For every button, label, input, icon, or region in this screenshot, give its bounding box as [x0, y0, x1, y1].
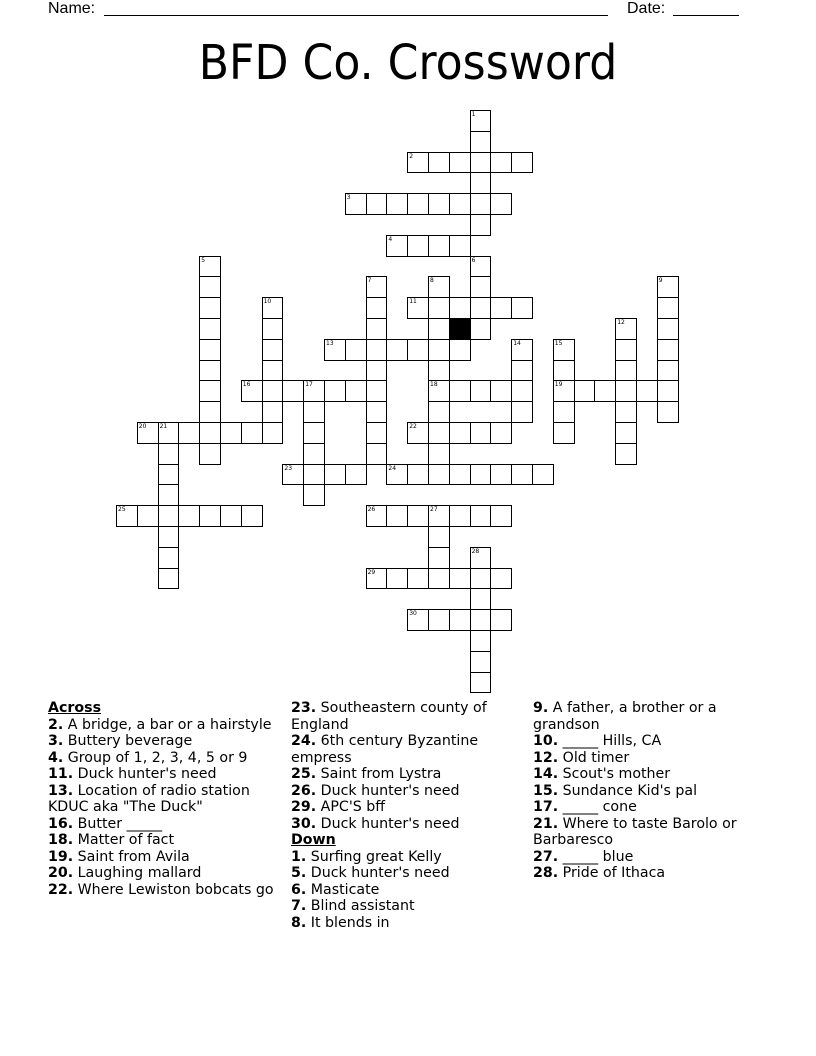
clue-number: 13.: [48, 782, 74, 799]
clue-number: 12.: [533, 749, 559, 766]
grid-cell[interactable]: [407, 422, 429, 444]
grid-cell[interactable]: [241, 505, 263, 527]
down-heading: Down: [291, 832, 336, 848]
grid-cell[interactable]: [366, 443, 388, 465]
clue-number: 21.: [533, 815, 559, 832]
clue-across-20: [48, 865, 280, 882]
cell-number: 14: [513, 339, 521, 347]
clue-text: APC'S bff: [320, 799, 386, 815]
clue-text: It blends in: [310, 914, 390, 931]
cell-number: 6: [471, 256, 476, 264]
clue-number: 7.: [291, 898, 307, 914]
clue-number: 20.: [48, 865, 74, 881]
cell-number: 12: [617, 319, 625, 326]
cell-number: 26: [367, 506, 376, 514]
grid-cell[interactable]: [158, 505, 180, 527]
clue-text: Group of 1, 2, 3, 4, 5 or 9: [67, 749, 248, 766]
cell-number: 28: [471, 547, 480, 555]
cell-number: 11: [409, 298, 417, 306]
clue-number: 28.: [533, 865, 559, 881]
clue-down-12: [533, 750, 773, 767]
grid-cell[interactable]: [511, 380, 533, 402]
grid-cell[interactable]: [657, 360, 679, 382]
grid-cell[interactable]: [386, 193, 408, 215]
grid-cell[interactable]: [158, 526, 180, 548]
grid-cell[interactable]: [449, 609, 471, 631]
date-label: Date:: [627, 0, 666, 17]
grid-cell[interactable]: [532, 464, 554, 486]
grid-cell[interactable]: [449, 422, 471, 444]
grid-cell[interactable]: [449, 193, 471, 215]
clue-across-18: [48, 832, 280, 849]
clue-across-25: [291, 766, 523, 783]
grid-cell[interactable]: [366, 505, 388, 527]
clue-down-14: [533, 766, 773, 783]
grid-cell[interactable]: [199, 339, 221, 361]
clue-down-6: [291, 882, 523, 899]
clue-number: 3.: [48, 733, 64, 749]
grid-cell[interactable]: [428, 152, 450, 174]
grid-cell[interactable]: [449, 235, 471, 257]
grid-cell[interactable]: [220, 505, 242, 527]
grid-cell[interactable]: [178, 422, 200, 444]
grid-cell[interactable]: [553, 422, 575, 444]
grid-cell[interactable]: [199, 297, 221, 319]
grid-cell[interactable]: [241, 380, 263, 402]
grid-cell[interactable]: [407, 568, 429, 590]
grid-cell[interactable]: [199, 318, 221, 340]
grid-cell[interactable]: [553, 401, 575, 423]
grid-cell[interactable]: [407, 297, 429, 319]
grid-cell[interactable]: [574, 380, 596, 402]
cell-number: 13: [326, 339, 334, 347]
grid-cell[interactable]: [220, 422, 242, 444]
clues-column-2: [291, 700, 523, 931]
grid-cell[interactable]: [366, 318, 388, 340]
clue-across-29: [291, 799, 523, 816]
clue-number: 24.: [291, 733, 317, 749]
grid-cell[interactable]: [407, 609, 429, 631]
grid-cell[interactable]: [428, 526, 450, 548]
clue-number: 18.: [48, 832, 74, 848]
grid-cell[interactable]: [262, 297, 284, 319]
grid-cell[interactable]: [137, 505, 159, 527]
clue-number: 26.: [291, 782, 317, 799]
cell-number: 23: [284, 464, 293, 472]
clue-number: 15.: [533, 782, 559, 799]
grid-cell[interactable]: [366, 297, 388, 319]
clue-number: 22.: [48, 881, 74, 898]
grid-cell[interactable]: [199, 443, 221, 465]
clue-text: _____ blue: [562, 848, 634, 865]
clue-down-15: [533, 783, 773, 800]
clue-text: Where Lewiston bobcats go: [77, 881, 274, 898]
grid-cell[interactable]: [178, 505, 200, 527]
cell-number: 20: [138, 423, 147, 430]
clue-across-22: [48, 882, 280, 899]
grid-cell[interactable]: [345, 193, 367, 215]
grid-cell[interactable]: [470, 297, 492, 319]
clue-text: 6th century Byzantine empress: [291, 733, 479, 766]
grid-cell[interactable]: [428, 235, 450, 257]
grid-cell[interactable]: [449, 505, 471, 527]
grid-cell[interactable]: [449, 464, 471, 486]
grid-cell[interactable]: [324, 464, 346, 486]
grid-cell[interactable]: [345, 380, 367, 402]
cell-number: 8: [430, 277, 434, 285]
grid-cell[interactable]: [407, 235, 429, 257]
clue-number: 16.: [48, 815, 74, 832]
cell-number: 2: [409, 152, 414, 160]
grid-cell[interactable]: [158, 422, 180, 444]
grid-cell[interactable]: [470, 609, 492, 631]
grid-cell[interactable]: [366, 422, 388, 444]
clue-text: Masticate: [310, 881, 380, 898]
cell-number: 25: [118, 506, 126, 514]
grid-cell[interactable]: [158, 547, 180, 569]
clue-number: 25.: [291, 766, 317, 782]
cell-number: 10: [263, 298, 272, 306]
grid-cell[interactable]: [282, 464, 304, 486]
clue-across-16: [48, 816, 280, 833]
grid-cell[interactable]: [490, 380, 512, 402]
clue-text: Pride of Ithaca: [562, 865, 666, 881]
grid-cell[interactable]: [615, 339, 637, 361]
grid-cell[interactable]: [345, 464, 367, 486]
cell-number: 3: [346, 194, 351, 202]
clue-number: 4.: [48, 749, 64, 766]
grid-cell[interactable]: [615, 443, 637, 465]
grid-cell[interactable]: [428, 609, 450, 631]
grid-cell[interactable]: [199, 276, 221, 298]
grid-cell[interactable]: [449, 297, 471, 319]
cell-number: 29: [367, 568, 376, 576]
grid-cell[interactable]: [428, 193, 450, 215]
grid-cell[interactable]: [407, 505, 429, 527]
clue-down-9: [533, 700, 773, 733]
clue-across-3: [48, 733, 280, 750]
cell-number: 22: [409, 423, 417, 430]
grid-cell[interactable]: [470, 505, 492, 527]
clue-down-28: [533, 865, 773, 882]
grid-cell[interactable]: [470, 214, 492, 236]
grid-cell[interactable]: [428, 422, 450, 444]
clue-number: 30.: [291, 815, 317, 832]
grid-cell[interactable]: [428, 380, 450, 402]
grid-cell[interactable]: [615, 380, 637, 402]
grid-cell[interactable]: [470, 630, 492, 652]
grid-cell[interactable]: [366, 360, 388, 382]
grid-cell[interactable]: [428, 276, 450, 298]
clue-text: Southeastern county of England: [291, 700, 487, 733]
grid-cell[interactable]: [282, 380, 304, 402]
clue-text: Blind assistant: [310, 898, 415, 914]
grid-cell[interactable]: [657, 339, 679, 361]
clue-text: Scout's mother: [562, 766, 671, 782]
clues-column-3: [533, 700, 773, 882]
grid-cell[interactable]: [262, 380, 284, 402]
grid-cell[interactable]: [262, 401, 284, 423]
grid-cell[interactable]: [116, 505, 138, 527]
clue-down-8: [291, 915, 523, 932]
grid-cell[interactable]: [490, 422, 512, 444]
grid-cell[interactable]: [511, 464, 533, 486]
cell-number: 21: [159, 423, 168, 430]
clue-text: Laughing mallard: [77, 865, 202, 881]
grid-cell[interactable]: [303, 380, 325, 402]
grid-cell[interactable]: [594, 380, 616, 402]
clue-number: 1.: [291, 848, 307, 865]
grid-cell[interactable]: [470, 422, 492, 444]
grid-cell[interactable]: [158, 443, 180, 465]
cell-number: 17: [305, 381, 313, 389]
clue-number: 2.: [48, 716, 64, 733]
grid-cell[interactable]: [345, 339, 367, 361]
grid-cell[interactable]: [553, 380, 575, 402]
clue-text: Location of radio station KDUC aka "The Duck": [48, 782, 250, 815]
clue-text: Matter of fact: [77, 832, 175, 848]
clue-across-11: [48, 766, 280, 783]
grid-cell[interactable]: [470, 318, 492, 340]
grid-cell[interactable]: [199, 380, 221, 402]
grid-cell[interactable]: [615, 360, 637, 382]
grid-cell[interactable]: [449, 152, 471, 174]
clue-number: 11.: [48, 766, 74, 782]
grid-cell[interactable]: [470, 672, 492, 694]
cell-number: 19: [554, 381, 563, 389]
clue-text: A father, a brother or a grandson: [533, 700, 717, 733]
clue-down-21: [533, 816, 773, 849]
grid-cell[interactable]: [366, 276, 388, 298]
grid-cell[interactable]: [449, 568, 471, 590]
grid-cell[interactable]: [470, 193, 492, 215]
grid-cell[interactable]: [428, 297, 450, 319]
grid-cell[interactable]: [407, 152, 429, 174]
clue-number: 6.: [291, 881, 307, 898]
grid-cell[interactable]: [470, 172, 492, 194]
grid-cell[interactable]: [386, 464, 408, 486]
grid-cell[interactable]: [470, 380, 492, 402]
grid-cell[interactable]: [407, 193, 429, 215]
grid-cell[interactable]: [262, 422, 284, 444]
grid-cell[interactable]: [490, 193, 512, 215]
clue-text: A bridge, a bar or a hairstyle: [67, 716, 272, 733]
clue-text: Duck hunter's need: [310, 865, 450, 881]
grid-cell[interactable]: [428, 568, 450, 590]
grid-cell[interactable]: [199, 401, 221, 423]
grid-cell[interactable]: [490, 609, 512, 631]
grid-cell[interactable]: [511, 339, 533, 361]
cell-number: 9: [658, 277, 663, 285]
clue-number: 5.: [291, 865, 307, 881]
grid-cell[interactable]: [553, 360, 575, 382]
grid-cell[interactable]: [428, 360, 450, 382]
clue-number: 27.: [533, 848, 559, 865]
clue-number: 10.: [533, 733, 559, 749]
clues-column-1: [48, 700, 280, 898]
grid-cell[interactable]: [511, 401, 533, 423]
grid-cell[interactable]: [511, 297, 533, 319]
cell-number: 16: [242, 381, 251, 389]
cell-number: 27: [430, 506, 438, 514]
page-title: BFD Co. Crossword: [198, 35, 618, 91]
clue-text: Sundance Kid's pal: [562, 782, 698, 799]
grid-cell[interactable]: [428, 464, 450, 486]
grid-cell[interactable]: [470, 547, 492, 569]
clue-text: Buttery beverage: [67, 733, 193, 749]
grid-cell[interactable]: [449, 380, 471, 402]
grid-cell[interactable]: [303, 484, 325, 506]
grid-cell[interactable]: [657, 380, 679, 402]
grid-cell[interactable]: [470, 110, 492, 132]
grid-cell[interactable]: [490, 568, 512, 590]
grid-cell[interactable]: [490, 505, 512, 527]
clue-across-30: [291, 816, 523, 833]
grid-cell[interactable]: [199, 256, 221, 278]
grid-cell[interactable]: [428, 443, 450, 465]
grid-cell[interactable]: [386, 339, 408, 361]
clue-number: 19.: [48, 848, 74, 865]
clue-text: Duck hunter's need: [77, 766, 217, 782]
grid-cell[interactable]: [428, 339, 450, 361]
clue-down-7: [291, 898, 523, 915]
clue-text: Saint from Avila: [77, 848, 190, 865]
cell-number: 15: [554, 339, 563, 347]
grid-cell[interactable]: [428, 547, 450, 569]
grid-cell[interactable]: [158, 464, 180, 486]
black-cell: [449, 318, 471, 340]
grid-cell[interactable]: [366, 568, 388, 590]
cell-number: 24: [388, 464, 397, 472]
clue-number: 23.: [291, 700, 317, 716]
grid-cell[interactable]: [428, 401, 450, 423]
grid-cell[interactable]: [470, 152, 492, 174]
grid-cell[interactable]: [657, 318, 679, 340]
name-label: Name:: [48, 0, 96, 17]
grid-cell[interactable]: [199, 422, 221, 444]
clue-number: 8.: [291, 914, 307, 931]
clue-text: Duck hunter's need: [320, 782, 460, 799]
clue-text: Where to taste Barolo or Barbaresco: [533, 815, 737, 848]
grid-cell[interactable]: [303, 443, 325, 465]
grid-cell[interactable]: [428, 318, 450, 340]
grid-cell[interactable]: [407, 339, 429, 361]
grid-cell[interactable]: [428, 505, 450, 527]
clue-across-23: [291, 700, 523, 733]
grid-cell[interactable]: [324, 339, 346, 361]
grid-cell[interactable]: [657, 401, 679, 423]
grid-cell[interactable]: [615, 318, 637, 340]
clue-down-17: [533, 799, 773, 816]
cell-number: 30: [409, 610, 417, 618]
clue-number: 9.: [533, 700, 549, 716]
grid-cell[interactable]: [366, 193, 388, 215]
clue-across-2: [48, 717, 280, 734]
cell-number: 7: [367, 277, 372, 285]
grid-cell[interactable]: [262, 339, 284, 361]
grid-cell[interactable]: [615, 401, 637, 423]
grid-cell[interactable]: [470, 464, 492, 486]
clue-number: 14.: [533, 766, 559, 782]
grid-cell[interactable]: [636, 380, 658, 402]
clue-across-19: [48, 849, 280, 866]
across-heading: Across: [48, 700, 102, 716]
grid-cell[interactable]: [657, 297, 679, 319]
grid-cell[interactable]: [615, 422, 637, 444]
grid-cell[interactable]: [490, 464, 512, 486]
grid-cell[interactable]: [386, 235, 408, 257]
grid-cell[interactable]: [470, 276, 492, 298]
grid-cell[interactable]: [366, 339, 388, 361]
grid-cell[interactable]: [158, 484, 180, 506]
grid-cell[interactable]: [199, 505, 221, 527]
clue-across-26: [291, 783, 523, 800]
grid-cell[interactable]: [386, 568, 408, 590]
grid-cell[interactable]: [470, 651, 492, 673]
cell-number: 4: [388, 235, 393, 243]
clue-down-27: [533, 849, 773, 866]
grid-cell[interactable]: [470, 588, 492, 610]
clue-text: Old timer: [562, 749, 630, 766]
grid-cell[interactable]: [199, 360, 221, 382]
clue-text: Duck hunter's need: [320, 815, 460, 832]
clue-text: _____ cone: [562, 799, 637, 815]
grid-cell[interactable]: [262, 360, 284, 382]
clue-down-10: [533, 733, 773, 750]
grid-cell[interactable]: [137, 422, 159, 444]
clue-text: Butter _____: [77, 815, 163, 832]
grid-cell[interactable]: [386, 505, 408, 527]
clue-across-13: [48, 783, 280, 816]
grid-cell[interactable]: [553, 339, 575, 361]
grid-cell[interactable]: [262, 318, 284, 340]
grid-cell[interactable]: [366, 401, 388, 423]
grid-cell[interactable]: [449, 339, 471, 361]
grid-cell[interactable]: [303, 401, 325, 423]
grid-cell[interactable]: [158, 568, 180, 590]
grid-cell[interactable]: [470, 256, 492, 278]
cell-number: 18: [430, 381, 438, 389]
cell-number: 1: [471, 111, 476, 118]
clue-down-1: [291, 849, 523, 866]
grid-cell[interactable]: [490, 152, 512, 174]
grid-cell[interactable]: [366, 380, 388, 402]
grid-cell[interactable]: [303, 464, 325, 486]
grid-cell[interactable]: [241, 422, 263, 444]
clue-number: 17.: [533, 799, 559, 815]
grid-cell[interactable]: [407, 464, 429, 486]
clue-across-4: [48, 750, 280, 767]
grid-cell[interactable]: [470, 568, 492, 590]
clue-text: Saint from Lystra: [320, 766, 442, 782]
grid-cell[interactable]: [490, 297, 512, 319]
clue-text: _____ Hills, CA: [562, 733, 662, 749]
clue-text: Surfing great Kelly: [310, 848, 442, 865]
cell-number: 5: [201, 256, 206, 264]
grid-cell[interactable]: [511, 360, 533, 382]
grid-cell[interactable]: [511, 152, 533, 174]
grid-cell[interactable]: [303, 422, 325, 444]
clue-across-24: [291, 733, 523, 766]
clue-down-5: [291, 865, 523, 882]
grid-cell[interactable]: [324, 380, 346, 402]
grid-cell[interactable]: [657, 276, 679, 298]
clue-number: 29.: [291, 799, 317, 815]
grid-cell[interactable]: [470, 131, 492, 153]
